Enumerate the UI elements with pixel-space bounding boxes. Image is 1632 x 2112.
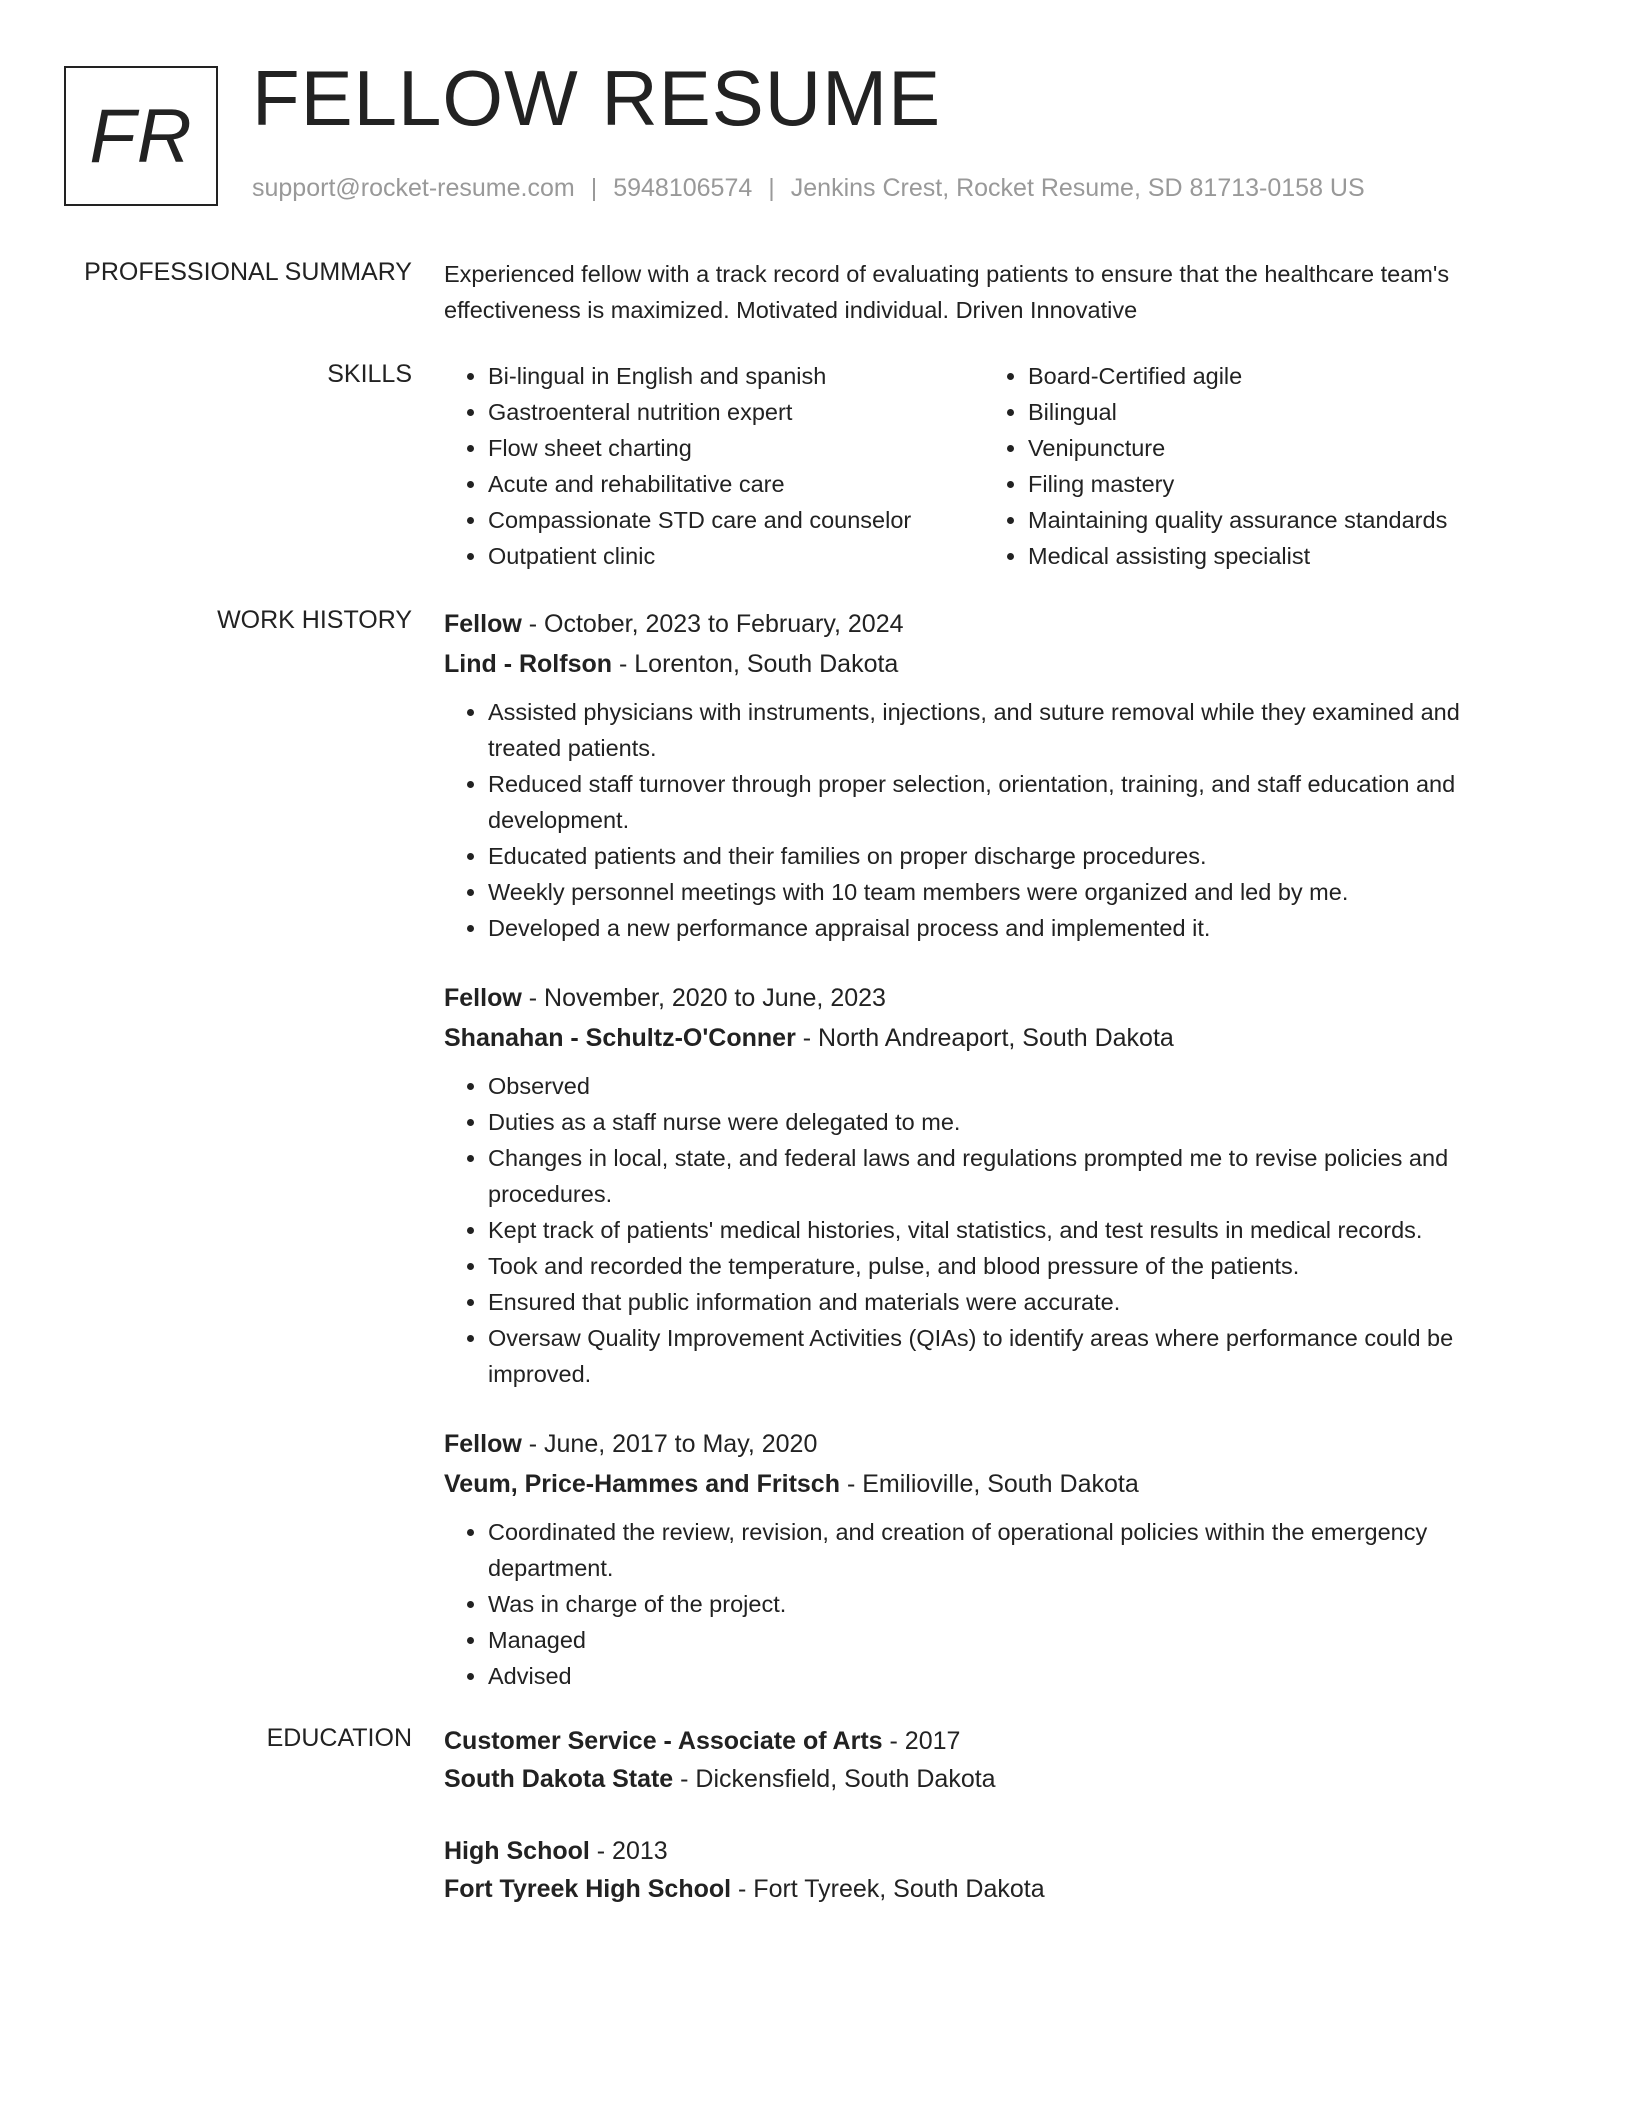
work-history-body <box>444 604 1524 1694</box>
job-title-line <box>444 1424 1524 1464</box>
skill-item: • Maintaining quality assurance standards <box>1028 502 1524 538</box>
education-year: - 2013 <box>596 1837 668 1865</box>
education-degree: Customer Service - Associate of Arts <box>444 1727 883 1755</box>
job-bullet: • Changes in local, state, and federal laws and regulations prompted me to revise policies and procedures. <box>488 1140 1524 1212</box>
job-dates: - October, 2023 to February, 2024 <box>528 610 904 638</box>
job-bullet: • Managed <box>488 1622 1524 1658</box>
skill-item: • Gastroenteral nutrition expert <box>488 394 984 430</box>
education-location: - Fort Tyreek, South Dakota <box>738 1875 1045 1903</box>
job-bullet: • Ensured that public information and materials were accurate. <box>488 1284 1524 1320</box>
job-bullet: • Developed a new performance appraisal process and implemented it. <box>488 910 1524 946</box>
education-school-line <box>444 1760 1524 1798</box>
skill-item: • Venipuncture <box>1028 430 1524 466</box>
job-location: - Emilioville, South Dakota <box>846 1470 1139 1498</box>
job-bullets <box>444 694 1524 946</box>
job-dates: - June, 2017 to May, 2020 <box>528 1430 818 1458</box>
job-entry <box>444 978 1524 1392</box>
job-title: Fellow <box>444 1430 522 1458</box>
contact-phone: 5948106574 <box>613 174 753 202</box>
job-dates: - November, 2020 to June, 2023 <box>528 984 886 1012</box>
job-entry <box>444 1424 1524 1694</box>
job-company: Veum, Price-Hammes and Fritsch <box>444 1470 840 1498</box>
job-company-line <box>444 644 1524 684</box>
job-bullet: • Educated patients and their families on proper discharge procedures. <box>488 838 1524 874</box>
education-entry <box>444 1832 1524 1908</box>
skills-columns <box>444 358 1524 574</box>
skill-item: • Bi-lingual in English and spanish <box>488 358 984 394</box>
job-company: Shanahan - Schultz-O'Conner <box>444 1024 796 1052</box>
contact-address: Jenkins Crest, Rocket Resume, SD 81713-0158 US <box>790 174 1365 202</box>
skill-item: • Flow sheet charting <box>488 430 984 466</box>
monogram-badge <box>64 66 218 206</box>
job-title-line <box>444 604 1524 644</box>
job-bullet: • Coordinated the review, revision, and creation of operational policies within the emergency department. <box>488 1514 1524 1586</box>
job-bullet: • Was in charge of the project. <box>488 1586 1524 1622</box>
monogram-initials: FR <box>89 93 193 179</box>
job-location: - North Andreaport, South Dakota <box>802 1024 1174 1052</box>
job-bullet: • Kept track of patients' medical histories, vital statistics, and test results in medical records. <box>488 1212 1524 1248</box>
education-body <box>444 1722 1524 1908</box>
education-school: Fort Tyreek High School <box>444 1875 732 1903</box>
contact-email: support@rocket-resume.com <box>252 174 575 202</box>
education-label: EDUCATION <box>266 1724 412 1752</box>
job-bullet: • Reduced staff turnover through proper selection, orientation, training, and staff education and development. <box>488 766 1524 838</box>
skills-list-right <box>984 358 1524 574</box>
education-entry <box>444 1722 1524 1798</box>
summary-label: PROFESSIONAL SUMMARY <box>84 258 412 286</box>
job-location: - Lorenton, South Dakota <box>618 650 899 678</box>
job-company-line <box>444 1018 1524 1058</box>
skill-item: • Compassionate STD care and counselor <box>488 502 984 538</box>
resume-name: FELLOW RESUME <box>252 54 942 142</box>
job-bullet: • Took and recorded the temperature, pulse, and blood pressure of the patients. <box>488 1248 1524 1284</box>
work-history-label: WORK HISTORY <box>217 606 412 634</box>
skill-item: • Medical assisting specialist <box>1028 538 1524 574</box>
job-bullet: • Weekly personnel meetings with 10 team members were organized and led by me. <box>488 874 1524 910</box>
education-school-line <box>444 1870 1524 1908</box>
job-company-line <box>444 1464 1524 1504</box>
skill-item: • Outpatient clinic <box>488 538 984 574</box>
job-entry <box>444 604 1524 946</box>
education-degree-line <box>444 1722 1524 1760</box>
education-school: South Dakota State <box>444 1765 674 1793</box>
job-title: Fellow <box>444 984 522 1012</box>
job-bullet: • Assisted physicians with instruments, injections, and suture removal while they examined and treated patients. <box>488 694 1524 766</box>
job-bullet: • Duties as a staff nurse were delegated to me. <box>488 1104 1524 1140</box>
skill-item: • Acute and rehabilitative care <box>488 466 984 502</box>
skills-label: SKILLS <box>327 360 412 388</box>
skill-item: • Filing mastery <box>1028 466 1524 502</box>
contact-line <box>252 174 1365 203</box>
contact-separator: | <box>768 174 775 202</box>
job-company: Lind - Rolfson <box>444 650 613 678</box>
education-location: - Dickensfield, South Dakota <box>680 1765 996 1793</box>
summary-text: Experienced fellow with a track record of evaluating patients to ensure that the healthcare team's effectiveness is maximized. Motivated individual. Driven Innovative <box>444 261 1450 323</box>
education-year: - 2017 <box>889 1727 961 1755</box>
education-degree-line <box>444 1832 1524 1870</box>
job-bullet: • Advised <box>488 1658 1524 1694</box>
job-bullet: • Oversaw Quality Improvement Activities (QIAs) to identify areas where performance could be improved. <box>488 1320 1524 1392</box>
skill-item: • Bilingual <box>1028 394 1524 430</box>
skills-list-left <box>444 358 984 574</box>
job-title: Fellow <box>444 610 522 638</box>
education-degree: High School <box>444 1837 590 1865</box>
contact-separator: | <box>590 174 598 202</box>
skill-item: • Board-Certified agile <box>1028 358 1524 394</box>
job-title-line <box>444 978 1524 1018</box>
job-bullets <box>444 1068 1524 1392</box>
job-bullets <box>444 1514 1524 1694</box>
job-bullet: • Observed <box>488 1068 1524 1104</box>
